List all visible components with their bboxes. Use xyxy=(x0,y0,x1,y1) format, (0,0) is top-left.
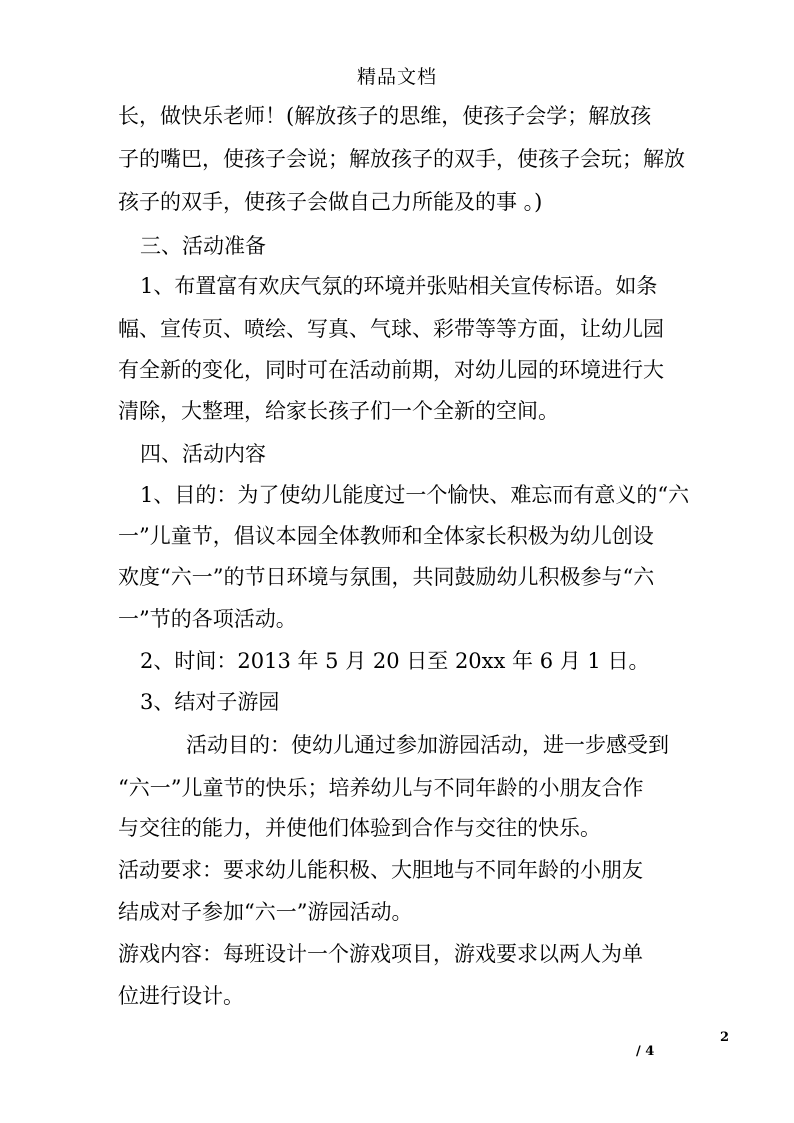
text-line: 2、时间：2013 年 5 月 20 日至 20xx 年 6 月 1 日。 xyxy=(140,649,650,673)
text-line: 活动目的：使幼儿通过参加游园活动，进一步感受到 xyxy=(186,733,669,757)
page-total: / 4 xyxy=(636,1044,655,1059)
text-line: 子的嘴巴，使孩子会说；解放孩子的双手，使孩子会玩；解放 xyxy=(118,147,685,171)
section-heading: 四、活动内容 xyxy=(140,442,266,466)
text-line: 有全新的变化，同时可在活动前期，对幼儿园的环境进行大 xyxy=(118,358,664,382)
text-line: 游戏内容：每班设计一个游戏项目，游戏要求以两人为单 xyxy=(118,942,643,966)
text-line: 一”儿童节，倡议本园全体教师和全体家长积极为幼儿创设 xyxy=(118,524,654,548)
text-line: 长，做快乐老师！(解放孩子的思维，使孩子会学；解放孩 xyxy=(118,104,652,128)
text-line: 幅、宣传页、喷绘、写真、气球、彩带等等方面，让幼儿园 xyxy=(118,317,664,341)
text-line: 活动要求：要求幼儿能积极、大胆地与不同年龄的小朋友 xyxy=(118,858,643,882)
text-line: 孩子的双手，使孩子会做自己力所能及的事 。) xyxy=(118,190,543,214)
text-line: “六一”儿童节的快乐；培养幼儿与不同年龄的小朋友合作 xyxy=(118,776,644,800)
text-line: 一”节的各项活动。 xyxy=(118,607,297,631)
text-line: 3、结对子游园 xyxy=(140,690,280,714)
text-line: 1、目的：为了使幼儿能度过一个愉快、难忘而有意义的“六 xyxy=(140,483,690,507)
text-line: 结成对子参加“六一”游园活动。 xyxy=(118,900,413,924)
text-line: 欢度“六一”的节日环境与氛围，共同鼓励幼儿积极参与“六 xyxy=(118,565,655,589)
page-number: 2 xyxy=(720,1030,730,1045)
text-line: 1、布置富有欢庆气氛的环境并张贴相关宣传标语。如条 xyxy=(140,274,658,298)
text-line: 位进行设计。 xyxy=(118,984,244,1008)
text-line: 与交往的能力，并使他们体验到合作与交往的快乐。 xyxy=(118,816,601,840)
page-header-title: 精品文档 xyxy=(356,66,437,88)
text-line: 清除，大整理，给家长孩子们一个全新的空间。 xyxy=(118,399,559,423)
section-heading: 三、活动准备 xyxy=(140,234,266,258)
